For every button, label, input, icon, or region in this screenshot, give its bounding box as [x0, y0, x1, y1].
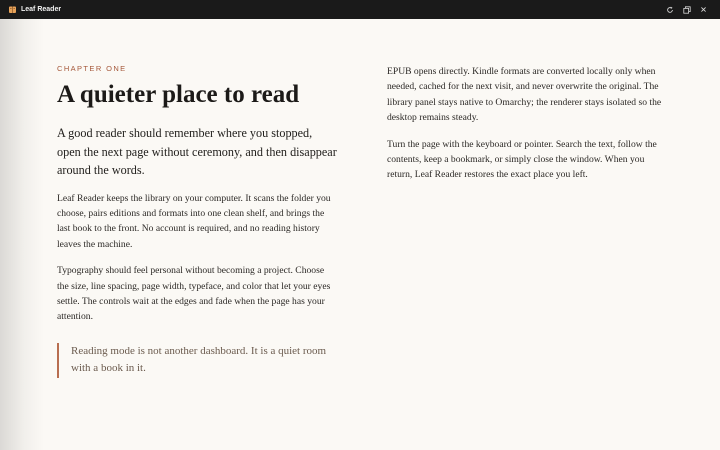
left-text-column	[57, 65, 337, 378]
body-paragraph: EPUB opens directly. Kindle formats are converted locally only when needed, cached for the next visit, and never overwrite the original. The library panel stays native to Omarchy; the renderer stays isolated so the desktop remains steady.	[387, 66, 662, 124]
restore-icon	[683, 6, 691, 14]
window-controls	[661, 0, 712, 19]
body-paragraph: Typography should feel personal without becoming a project. Choose the size, line spacing, page width, typeface, and color that let your eyes settle. The controls wait at the edges and fade when the page has your attention.	[57, 265, 331, 323]
right-text-column	[387, 65, 662, 183]
close-icon	[700, 6, 707, 13]
reading-page[interactable]	[0, 19, 720, 450]
pull-quote: Reading mode is not another dashboard. It is a quiet room with a book in it.	[57, 343, 337, 378]
window-title: Leaf Reader	[21, 6, 62, 13]
page-edge-shadow	[0, 19, 44, 450]
window-titlebar	[0, 0, 720, 19]
reload-button[interactable]	[661, 0, 678, 19]
restore-button[interactable]	[678, 0, 695, 19]
reload-icon	[666, 6, 674, 14]
leaf-reader-app-icon	[8, 5, 18, 15]
close-button[interactable]	[695, 0, 712, 19]
lead-paragraph: A good reader should remember where you stopped, open the next page without ceremony, and then disappear around the words.	[57, 126, 337, 177]
chapter-label: CHAPTER ONE	[57, 64, 127, 73]
chapter-title: A quieter place to read	[57, 81, 300, 108]
body-paragraph: Leaf Reader keeps the library on your computer. It scans the folder you choose, pairs editions and formats into one clean shelf, and brings the last book to the front. No account is required, and no reading history leaves the machine.	[57, 192, 331, 250]
body-paragraph: Turn the page with the keyboard or pointer. Search the text, follow the contents, keep a bookmark, or simply close the window. When you return, Leaf Reader restores the exact place you left.	[387, 138, 657, 181]
